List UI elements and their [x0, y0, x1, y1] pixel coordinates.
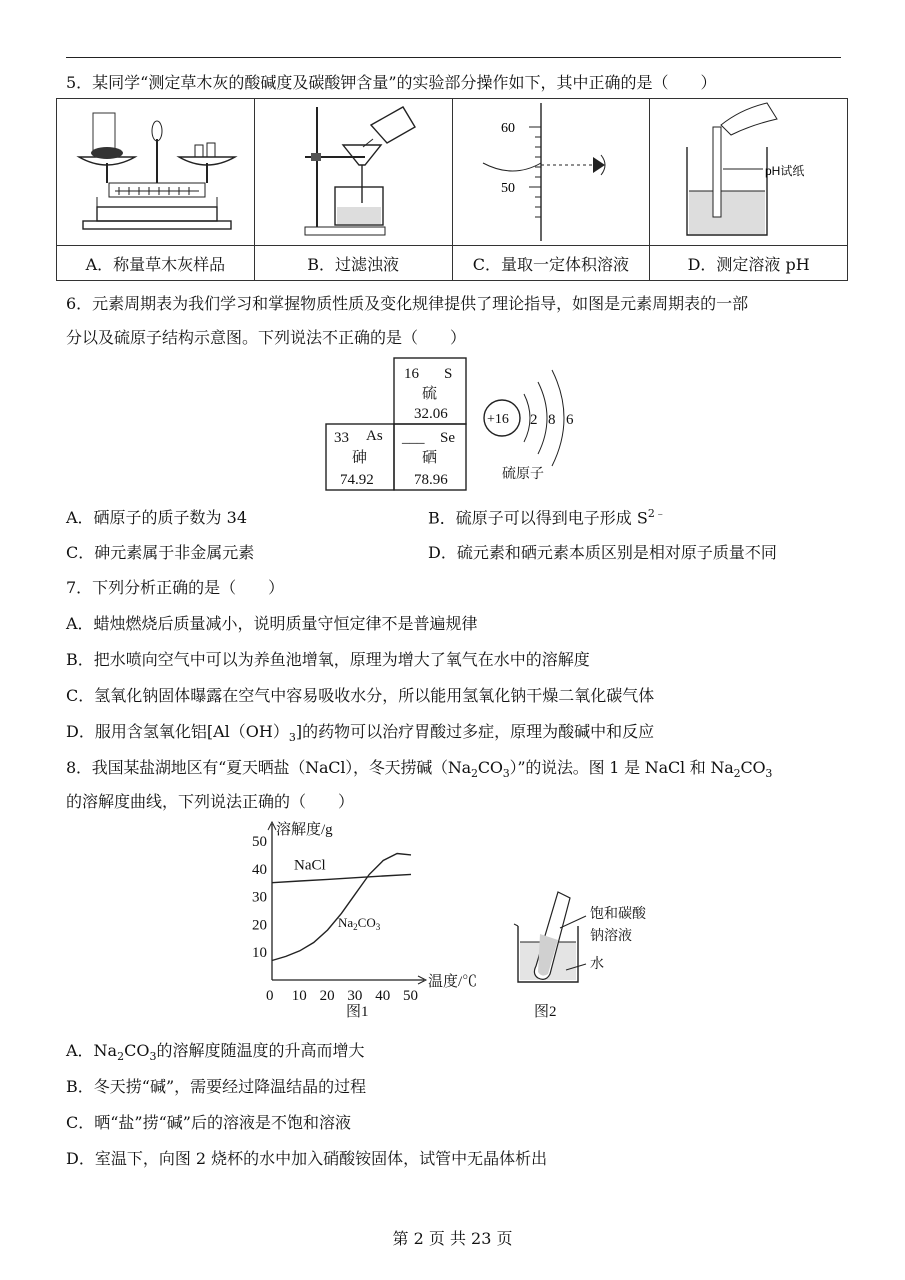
q5-figure-d: [650, 99, 848, 246]
q7-option-b: B．把水喷向空气中可以为养鱼池增氧，原理为增大了氧气在水中的溶解度: [66, 650, 590, 669]
shell-2-count: 8: [548, 412, 556, 428]
y-tick-label: 20: [252, 917, 267, 934]
s-name: 硫: [422, 386, 438, 402]
q8-stem-sub4: 3: [765, 767, 773, 781]
as-name: 砷: [352, 450, 368, 466]
y-tick-label: 30: [252, 889, 267, 906]
shell-1-count: 2: [530, 412, 538, 428]
s-mass: 32.06: [414, 406, 448, 422]
q8-stem-sub1: 2: [471, 767, 478, 781]
q8-stem-line2: 的溶解度曲线，下列说法正确的（ ）: [66, 792, 355, 811]
x-tick-label: 20: [319, 988, 335, 1004]
y-tick-label: 10: [252, 945, 267, 962]
q8-option-a-sub2: 3: [149, 1050, 157, 1064]
q6-option-b-text: B．硫原子可以得到电子形成 S: [428, 508, 648, 528]
q8-stem-sub2: 3: [502, 767, 510, 781]
q6-option-c: C．砷元素属于非金属元素: [66, 543, 255, 562]
y-tick-label: 50: [252, 834, 267, 850]
q8-stem-co2: CO: [740, 758, 766, 777]
fig2-caption: 图2: [534, 1004, 557, 1020]
q6-option-d: D．硫元素和硒元素本质区别是相对原子质量不同: [428, 543, 777, 562]
atom-label: 硫原子: [502, 467, 544, 482]
fig2-label-water: 水: [590, 955, 604, 971]
q7-option-d-pre: D．服用含氢氧化铝[Al（OH）: [66, 722, 289, 741]
as-number: 33: [334, 430, 349, 446]
nacl-series-label: NaCl: [294, 857, 326, 874]
figure-2-beaker: [500, 888, 680, 1028]
s-symbol: S: [444, 366, 453, 382]
x-axis-label: 温度/℃: [428, 974, 478, 990]
nacl-curve: [272, 874, 411, 882]
q8-stem-mid: ）”的说法。图 1 是 NaCl 和 Na: [509, 758, 734, 777]
nucleus-charge: +16: [487, 412, 509, 427]
y-axis-label: 溶解度/g: [276, 822, 333, 838]
chart-caption: 图1: [346, 1004, 369, 1020]
q5-option-a: A．称量草木灰样品: [57, 246, 255, 281]
q8-option-c: C．晒“盐”捞“碱”后的溶液是不饱和溶液: [66, 1113, 351, 1132]
se-number: ___: [402, 430, 425, 446]
q6-stem-line2: 分以及硫原子结构示意图。下列说法不正确的是（ ）: [66, 328, 467, 347]
s-number: 16: [404, 366, 419, 382]
q5-option-b: B．过滤浊液: [254, 246, 452, 281]
x-tick-label: 50: [403, 988, 418, 1004]
q8-stem-co1: CO: [477, 758, 503, 777]
fig2-label-solution: 钠溶液: [590, 927, 632, 943]
page-footer: 第 2 页 共 23 页: [392, 1229, 513, 1248]
fig2-label-saturated: 饱和碳酸: [590, 905, 646, 921]
periodic-table-figure: [320, 356, 590, 496]
as-mass: 74.92: [340, 472, 374, 488]
q8-option-a: [66, 1038, 364, 1063]
q8-stem-line1: [66, 755, 772, 780]
q7-option-a: A．蜡烛燃烧后质量减小，说明质量守恒定律不是普遍规律: [66, 614, 478, 633]
q5-stem: 5．某同学“测定草木灰的酸碱度及碳酸钾含量”的实验部分操作如下，其中正确的是（ ）: [66, 73, 717, 92]
cylinder-label-60: 60: [500, 121, 515, 136]
y-tick-label: 40: [252, 861, 267, 878]
ph-test-illustration: [651, 99, 847, 241]
q8-option-d: D．室温下，向图 2 烧杯的水中加入硝酸铵固体，试管中无晶体析出: [66, 1149, 548, 1168]
q7-option-d: [66, 719, 654, 744]
q5-option-c: C．量取一定体积溶液: [452, 246, 650, 281]
shell-3-count: 6: [566, 412, 574, 428]
balance-illustration: [57, 99, 253, 241]
q8-option-a-co: CO: [124, 1041, 150, 1060]
q5-figure-c: [452, 99, 650, 246]
se-mass: 78.96: [414, 472, 448, 488]
q6-option-b-charge: 2﹣: [647, 507, 666, 520]
origin-tick: 0: [266, 988, 274, 1004]
x-tick-label: 40: [375, 988, 391, 1004]
q5-figure-a: [57, 99, 255, 246]
q7-option-d-sub: 3: [288, 731, 296, 745]
ph-paper-label: pH试纸: [764, 164, 804, 178]
q5-option-d: D．测定溶液 pH: [650, 246, 848, 281]
q6-option-b: [428, 505, 666, 528]
q7-option-c: C．氢氧化钠固体曝露在空气中容易吸收水分，所以能用氢氧化钠干燥二氧化碳气体: [66, 686, 655, 705]
q6-option-a: A．硒原子的质子数为 34: [66, 508, 248, 527]
q8-option-a-sub1: 2: [117, 1050, 125, 1064]
x-tick-label: 30: [347, 988, 363, 1004]
solubility-chart: [240, 818, 500, 1028]
se-name: 硒: [422, 450, 438, 466]
q8-stem-sub3: 2: [733, 767, 741, 781]
q6-stem-line1: 6．元素周期表为我们学习和掌握物质性质及变化规律提供了理论指导，如图是元素周期表的一部: [66, 294, 749, 313]
q7-stem: 7．下列分析正确的是（ ）: [66, 578, 285, 597]
graduated-cylinder-illustration: [453, 99, 649, 241]
q8-stem-pre: 8．我国某盐湖地区有“夏天晒盐（NaCl），冬天捞碱（Na: [66, 758, 471, 777]
q5-figure-b: [254, 99, 452, 246]
q8-option-b: B．冬天捞“碱”，需要经过降温结晶的过程: [66, 1077, 367, 1096]
na2co3-series-label: $Na_2CO_3$: [338, 915, 381, 933]
q5-options-table: [56, 98, 848, 281]
x-tick-label: 10: [291, 988, 307, 1004]
filtration-illustration: [255, 99, 451, 241]
q7-option-d-post: ]的药物可以治疗胃酸过多症，原理为酸碱中和反应: [295, 722, 655, 741]
se-symbol: Se: [440, 430, 455, 446]
q8-option-a-pre: A．Na: [66, 1041, 118, 1060]
cylinder-label-50: 50: [500, 181, 515, 196]
q8-option-a-post: 的溶解度随温度的升高而增大: [156, 1041, 365, 1060]
header-rule: [66, 57, 841, 58]
na2co3-curve: [272, 854, 411, 961]
as-symbol: As: [366, 428, 383, 444]
